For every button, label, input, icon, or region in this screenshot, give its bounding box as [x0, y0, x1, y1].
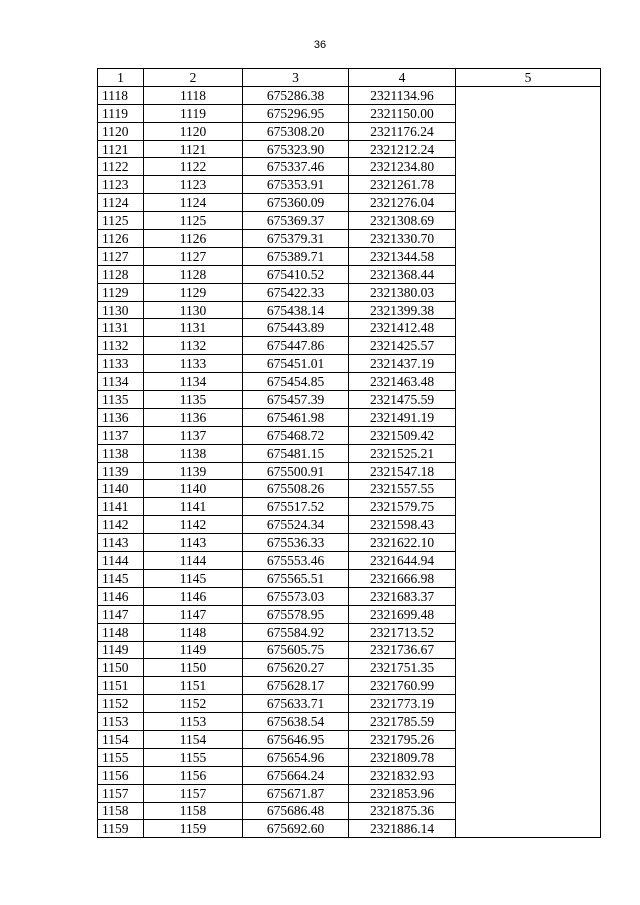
table-cell-col-3: 675308.20	[243, 122, 349, 140]
table-cell-col-4: 2321491.19	[349, 408, 456, 426]
table-cell-col-1: 1119	[98, 104, 144, 122]
table-cell-col-4: 2321773.19	[349, 695, 456, 713]
table-cell-col-1: 1145	[98, 569, 144, 587]
table-cell-col-4: 2321176.24	[349, 122, 456, 140]
table-cell-col-3: 675389.71	[243, 247, 349, 265]
table-cell-col-1: 1154	[98, 730, 144, 748]
table-cell-col-1: 1148	[98, 623, 144, 641]
table-cell-col-1: 1140	[98, 480, 144, 498]
table-cell-col-1: 1146	[98, 587, 144, 605]
table-cell-col-1: 1159	[98, 820, 144, 838]
table-cell-col-3: 675605.75	[243, 641, 349, 659]
table-cell-col-3: 675323.90	[243, 140, 349, 158]
table-cell-col-3: 675369.37	[243, 212, 349, 230]
table-cell-col-4: 2321598.43	[349, 516, 456, 534]
table-cell-col-1: 1133	[98, 355, 144, 373]
table-cell-col-4: 2321330.70	[349, 230, 456, 248]
column-header-2: 2	[144, 69, 243, 87]
table-cell-col-1: 1123	[98, 176, 144, 194]
table-cell-col-1: 1128	[98, 265, 144, 283]
table-cell-col-2: 1150	[144, 659, 243, 677]
table-cell-col-1: 1134	[98, 373, 144, 391]
table-cell-col-4: 2321713.52	[349, 623, 456, 641]
table-cell-col-4: 2321579.75	[349, 498, 456, 516]
table-cell-col-2: 1152	[144, 695, 243, 713]
table-cell-col-1: 1132	[98, 337, 144, 355]
table-cell-col-4: 2321832.93	[349, 766, 456, 784]
table-cell-col-4: 2321308.69	[349, 212, 456, 230]
table-cell-col-4: 2321699.48	[349, 605, 456, 623]
table-cell-col-1: 1130	[98, 301, 144, 319]
table-cell-col-1: 1118	[98, 86, 144, 104]
table-cell-col-2: 1142	[144, 516, 243, 534]
table-cell-col-1: 1151	[98, 677, 144, 695]
table-cell-col-3: 675565.51	[243, 569, 349, 587]
coordinates-table	[97, 68, 601, 838]
table-cell-col-3: 675553.46	[243, 552, 349, 570]
table-cell-col-2: 1141	[144, 498, 243, 516]
table-cell-col-1: 1120	[98, 122, 144, 140]
table-cell-col-2: 1137	[144, 426, 243, 444]
table-cell-col-2: 1139	[144, 462, 243, 480]
table-cell-col-2: 1138	[144, 444, 243, 462]
table-cell-col-2: 1123	[144, 176, 243, 194]
table-cell-col-1: 1136	[98, 408, 144, 426]
table-cell-col-3: 675379.31	[243, 230, 349, 248]
table-cell-col-4: 2321399.38	[349, 301, 456, 319]
table-cell-col-2: 1149	[144, 641, 243, 659]
table-cell-col-2: 1155	[144, 748, 243, 766]
table-cell-col-2: 1159	[144, 820, 243, 838]
table-cell-col-2: 1129	[144, 283, 243, 301]
table-cell-col-2: 1127	[144, 247, 243, 265]
table-cell-col-4: 2321622.10	[349, 534, 456, 552]
table-cell-col-2: 1135	[144, 391, 243, 409]
table-cell-col-1: 1142	[98, 516, 144, 534]
table-cell-col-3: 675664.24	[243, 766, 349, 784]
table-cell-col-1: 1153	[98, 713, 144, 731]
table-cell-col-2: 1120	[144, 122, 243, 140]
table-cell-col-4: 2321344.58	[349, 247, 456, 265]
table-cell-col-3: 675422.33	[243, 283, 349, 301]
table-cell-col-1: 1135	[98, 391, 144, 409]
table-cell-col-4: 2321785.59	[349, 713, 456, 731]
table-cell-col-3: 675686.48	[243, 802, 349, 820]
table-cell-col-4: 2321412.48	[349, 319, 456, 337]
table-cell-col-2: 1154	[144, 730, 243, 748]
table-cell-col-2: 1118	[144, 86, 243, 104]
table-cell-col-3: 675638.54	[243, 713, 349, 731]
table-cell-col-3: 675646.95	[243, 730, 349, 748]
table-cell-col-1: 1150	[98, 659, 144, 677]
table-cell-col-1: 1131	[98, 319, 144, 337]
table-cell-col-4: 2321557.55	[349, 480, 456, 498]
table-cell-col-4: 2321525.21	[349, 444, 456, 462]
table-cell-col-2: 1131	[144, 319, 243, 337]
table-cell-col-3: 675573.03	[243, 587, 349, 605]
table-cell-col-3: 675443.89	[243, 319, 349, 337]
table-cell-col-3: 675500.91	[243, 462, 349, 480]
table-cell-col-4: 2321547.18	[349, 462, 456, 480]
table-cell-col-2: 1146	[144, 587, 243, 605]
table-cell-col-3: 675337.46	[243, 158, 349, 176]
page-number: 36	[313, 39, 327, 51]
table-cell-col-2: 1132	[144, 337, 243, 355]
table-cell-col-3: 675524.34	[243, 516, 349, 534]
table-cell-col-3: 675454.85	[243, 373, 349, 391]
table-cell-col-5	[456, 86, 601, 837]
table-cell-col-3: 675410.52	[243, 265, 349, 283]
table-cell-col-4: 2321475.59	[349, 391, 456, 409]
table-cell-col-4: 2321736.67	[349, 641, 456, 659]
table-cell-col-3: 675438.14	[243, 301, 349, 319]
table-cell-col-2: 1145	[144, 569, 243, 587]
table-cell-col-2: 1122	[144, 158, 243, 176]
table-cell-col-3: 675481.15	[243, 444, 349, 462]
column-header-3: 3	[243, 69, 349, 87]
table-cell-col-3: 675620.27	[243, 659, 349, 677]
table-cell-col-4: 2321875.36	[349, 802, 456, 820]
table-cell-col-4: 2321795.26	[349, 730, 456, 748]
table-cell-col-3: 675447.86	[243, 337, 349, 355]
table-cell-col-4: 2321425.57	[349, 337, 456, 355]
table-cell-col-1: 1138	[98, 444, 144, 462]
table-row	[98, 86, 601, 104]
table-cell-col-4: 2321368.44	[349, 265, 456, 283]
table-cell-col-1: 1157	[98, 784, 144, 802]
table-cell-col-1: 1158	[98, 802, 144, 820]
column-header-1: 1	[98, 69, 144, 87]
table-cell-col-4: 2321644.94	[349, 552, 456, 570]
table-cell-col-4: 2321751.35	[349, 659, 456, 677]
table-cell-col-3: 675468.72	[243, 426, 349, 444]
table-cell-col-3: 675360.09	[243, 194, 349, 212]
table-cell-col-1: 1144	[98, 552, 144, 570]
table-cell-col-2: 1147	[144, 605, 243, 623]
table-cell-col-2: 1143	[144, 534, 243, 552]
table-cell-col-2: 1125	[144, 212, 243, 230]
table-cell-col-2: 1119	[144, 104, 243, 122]
table-cell-col-1: 1125	[98, 212, 144, 230]
table-cell-col-3: 675461.98	[243, 408, 349, 426]
table-cell-col-1: 1156	[98, 766, 144, 784]
table-cell-col-4: 2321683.37	[349, 587, 456, 605]
table-cell-col-3: 675654.96	[243, 748, 349, 766]
table-cell-col-3: 675353.91	[243, 176, 349, 194]
table-cell-col-1: 1147	[98, 605, 144, 623]
table-cell-col-4: 2321437.19	[349, 355, 456, 373]
table-cell-col-3: 675286.38	[243, 86, 349, 104]
table-cell-col-4: 2321509.42	[349, 426, 456, 444]
table-cell-col-3: 675584.92	[243, 623, 349, 641]
table-cell-col-1: 1143	[98, 534, 144, 552]
table-cell-col-3: 675457.39	[243, 391, 349, 409]
table-cell-col-2: 1121	[144, 140, 243, 158]
table-cell-col-3: 675628.17	[243, 677, 349, 695]
table-cell-col-3: 675536.33	[243, 534, 349, 552]
table-cell-col-4: 2321760.99	[349, 677, 456, 695]
table-cell-col-4: 2321809.78	[349, 748, 456, 766]
table-cell-col-4: 2321150.00	[349, 104, 456, 122]
table-cell-col-1: 1121	[98, 140, 144, 158]
table-cell-col-3: 675517.52	[243, 498, 349, 516]
table-cell-col-1: 1126	[98, 230, 144, 248]
table-cell-col-2: 1140	[144, 480, 243, 498]
table-cell-col-2: 1144	[144, 552, 243, 570]
table-cell-col-2: 1128	[144, 265, 243, 283]
table-cell-col-3: 675508.26	[243, 480, 349, 498]
table-cell-col-4: 2321234.80	[349, 158, 456, 176]
table-cell-col-3: 675692.60	[243, 820, 349, 838]
table-cell-col-4: 2321276.04	[349, 194, 456, 212]
table-cell-col-2: 1124	[144, 194, 243, 212]
table-header-row	[98, 69, 601, 87]
table-cell-col-3: 675296.95	[243, 104, 349, 122]
table-cell-col-1: 1155	[98, 748, 144, 766]
table-cell-col-2: 1153	[144, 713, 243, 731]
table-cell-col-1: 1122	[98, 158, 144, 176]
table-cell-col-1: 1139	[98, 462, 144, 480]
table-body	[98, 86, 601, 837]
table-cell-col-3: 675451.01	[243, 355, 349, 373]
table-cell-col-3: 675633.71	[243, 695, 349, 713]
table-cell-col-1: 1141	[98, 498, 144, 516]
table-cell-col-2: 1136	[144, 408, 243, 426]
table-cell-col-4: 2321134.96	[349, 86, 456, 104]
table-cell-col-4: 2321463.48	[349, 373, 456, 391]
table-cell-col-2: 1130	[144, 301, 243, 319]
table-cell-col-2: 1157	[144, 784, 243, 802]
table-cell-col-3: 675671.87	[243, 784, 349, 802]
table-cell-col-1: 1124	[98, 194, 144, 212]
table-cell-col-4: 2321261.78	[349, 176, 456, 194]
table-cell-col-2: 1156	[144, 766, 243, 784]
table-cell-col-1: 1127	[98, 247, 144, 265]
table-cell-col-4: 2321380.03	[349, 283, 456, 301]
table-cell-col-2: 1133	[144, 355, 243, 373]
table-cell-col-1: 1129	[98, 283, 144, 301]
table-cell-col-2: 1151	[144, 677, 243, 695]
column-header-5: 5	[456, 69, 601, 87]
table-cell-col-1: 1152	[98, 695, 144, 713]
table-cell-col-4: 2321853.96	[349, 784, 456, 802]
table-cell-col-1: 1137	[98, 426, 144, 444]
table-cell-col-2: 1158	[144, 802, 243, 820]
table-cell-col-3: 675578.95	[243, 605, 349, 623]
table-cell-col-2: 1148	[144, 623, 243, 641]
table-cell-col-1: 1149	[98, 641, 144, 659]
table-cell-col-2: 1134	[144, 373, 243, 391]
table-cell-col-2: 1126	[144, 230, 243, 248]
table-cell-col-4: 2321886.14	[349, 820, 456, 838]
column-header-4: 4	[349, 69, 456, 87]
table-cell-col-4: 2321212.24	[349, 140, 456, 158]
table-cell-col-4: 2321666.98	[349, 569, 456, 587]
